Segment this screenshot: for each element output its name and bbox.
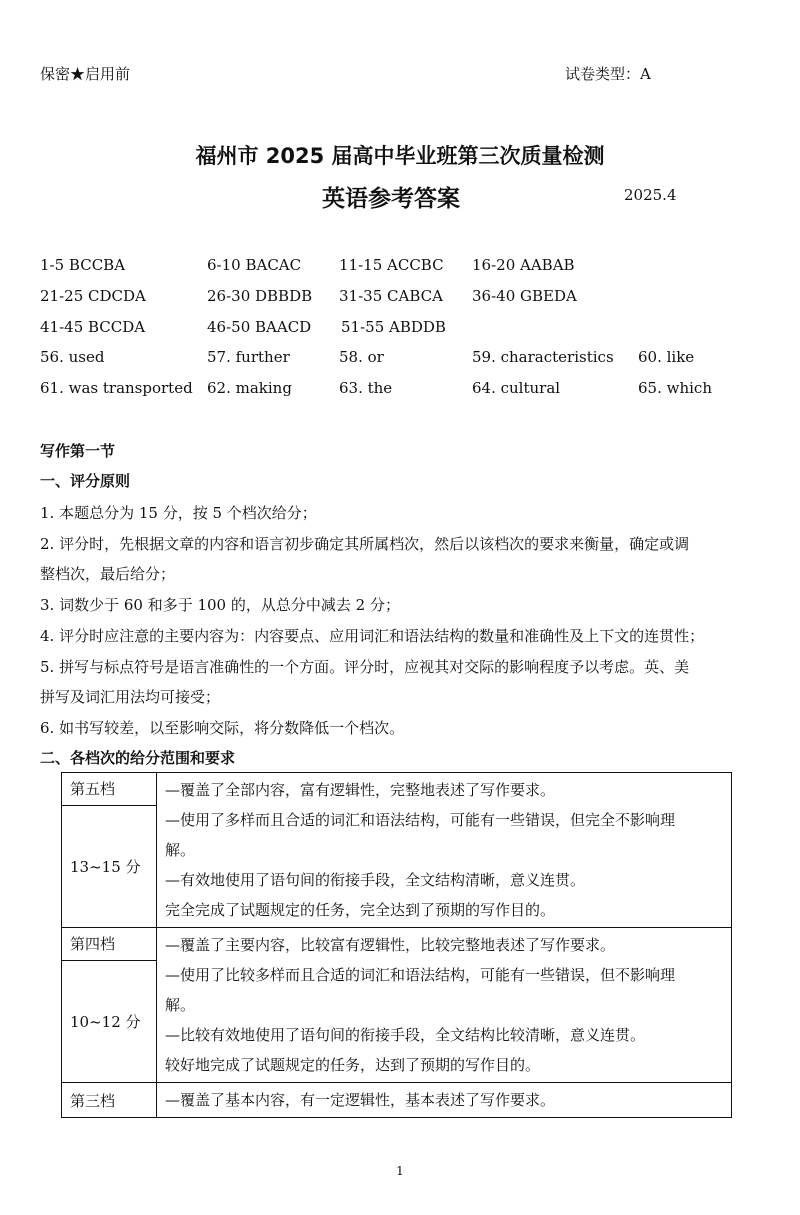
table-row (62, 773, 732, 806)
level-name: 第五档 (62, 773, 157, 806)
answer-cell: 1-5 BCCBA (40, 256, 126, 274)
principle-line: 拼写及词汇用法均可接受； (40, 688, 221, 706)
level-line: —有效地使用了语句间的衔接手段，全文结构清晰，意义连贯。 (165, 871, 586, 889)
answer-cell: 60. like (638, 348, 695, 366)
answer-cell: 58. or (339, 348, 384, 366)
answer-cell: 31-35 CABCA (339, 287, 443, 305)
level-line: 解。 (165, 996, 196, 1014)
level-line: —覆盖了全部内容，富有逻辑性，完整地表述了写作要求。 (165, 781, 556, 799)
level-line: 完全完成了试题规定的任务，完全达到了预期的写作目的。 (165, 901, 556, 919)
answer-cell: 36-40 GBEDA (472, 287, 577, 305)
level-description (157, 773, 732, 928)
table-row (62, 928, 732, 961)
principle-line: 4. 评分时应注意的主要内容为：内容要点、应用词汇和语法结构的数量和准确性及上下文的连贯性； (40, 627, 705, 645)
confidential-label: 保密★启用前 (40, 65, 131, 83)
answer-cell: 62. making (207, 379, 292, 397)
level-description (157, 1083, 732, 1118)
level-description (157, 928, 732, 1083)
answer-cell: 59. characteristics (472, 348, 614, 366)
answer-cell: 21-25 CDCDA (40, 287, 146, 305)
answer-cell: 57. further (207, 348, 290, 366)
answer-cell: 61. was transported (40, 379, 193, 397)
table-row (62, 1083, 732, 1118)
document-subtitle: 英语参考答案 (322, 186, 460, 212)
answer-cell: 41-45 BCCDA (40, 318, 146, 336)
level-line: —比较有效地使用了语句间的衔接手段，全文结构比较清晰，意义连贯。 (165, 1026, 646, 1044)
document-date: 2025.4 (624, 186, 677, 204)
principle-line: 5. 拼写与标点符号是语言准确性的一个方面。评分时，应视其对交际的影响程度予以考虑。英、美 (40, 658, 690, 676)
principles-heading: 一、评分原则 (40, 472, 131, 490)
answer-cell: 56. used (40, 348, 105, 366)
paper-type-label: 试卷类型：A (565, 65, 651, 83)
level-range: 13~15 分 (62, 805, 157, 927)
answer-cell: 46-50 BAACD (207, 318, 312, 336)
level-line: —使用了比较多样而且合适的词汇和语法结构，可能有一些错误，但不影响理 (165, 966, 676, 984)
principle-line: 整档次，最后给分； (40, 565, 176, 583)
writing-section-title: 写作第一节 (40, 442, 116, 460)
answer-cell: 6-10 BACAC (207, 256, 302, 274)
level-line: —使用了多样而且合适的词汇和语法结构，可能有一些错误，但完全不影响理 (165, 811, 676, 829)
levels-heading: 二、各档次的给分范围和要求 (40, 749, 236, 767)
level-name: 第四档 (62, 928, 157, 961)
page-number: 1 (396, 1164, 404, 1178)
level-line: —覆盖了基本内容，有一定逻辑性，基本表述了写作要求。 (165, 1091, 556, 1109)
answer-cell: 51-55 ABDDB (341, 318, 446, 336)
level-line: 解。 (165, 841, 196, 859)
level-line: —覆盖了主要内容，比较富有逻辑性，比较完整地表述了写作要求。 (165, 936, 616, 954)
document-title: 福州市 2025 届高中毕业班第三次质量检测 (195, 144, 605, 168)
principle-line: 3. 词数少于 60 和多于 100 的，从总分中减去 2 分； (40, 596, 400, 614)
grading-table (61, 772, 732, 1118)
answer-cell: 63. the (339, 379, 393, 397)
principle-line: 6. 如书写较差，以至影响交际，将分数降低一个档次。 (40, 719, 405, 737)
answer-cell: 26-30 DBBDB (207, 287, 313, 305)
principle-line: 2. 评分时，先根据文章的内容和语言初步确定其所属档次，然后以该档次的要求来衡量，确定或调 (40, 535, 690, 553)
level-name: 第三档 (62, 1083, 157, 1118)
answer-cell: 64. cultural (472, 379, 561, 397)
answer-cell: 65. which (638, 379, 712, 397)
answer-cell: 16-20 AABAB (472, 256, 575, 274)
level-range: 10~12 分 (62, 960, 157, 1082)
principle-line: 1. 本题总分为 15 分，按 5 个档次给分； (40, 504, 317, 522)
answer-cell: 11-15 ACCBC (339, 256, 444, 274)
level-line: 较好地完成了试题规定的任务，达到了预期的写作目的。 (165, 1056, 541, 1074)
